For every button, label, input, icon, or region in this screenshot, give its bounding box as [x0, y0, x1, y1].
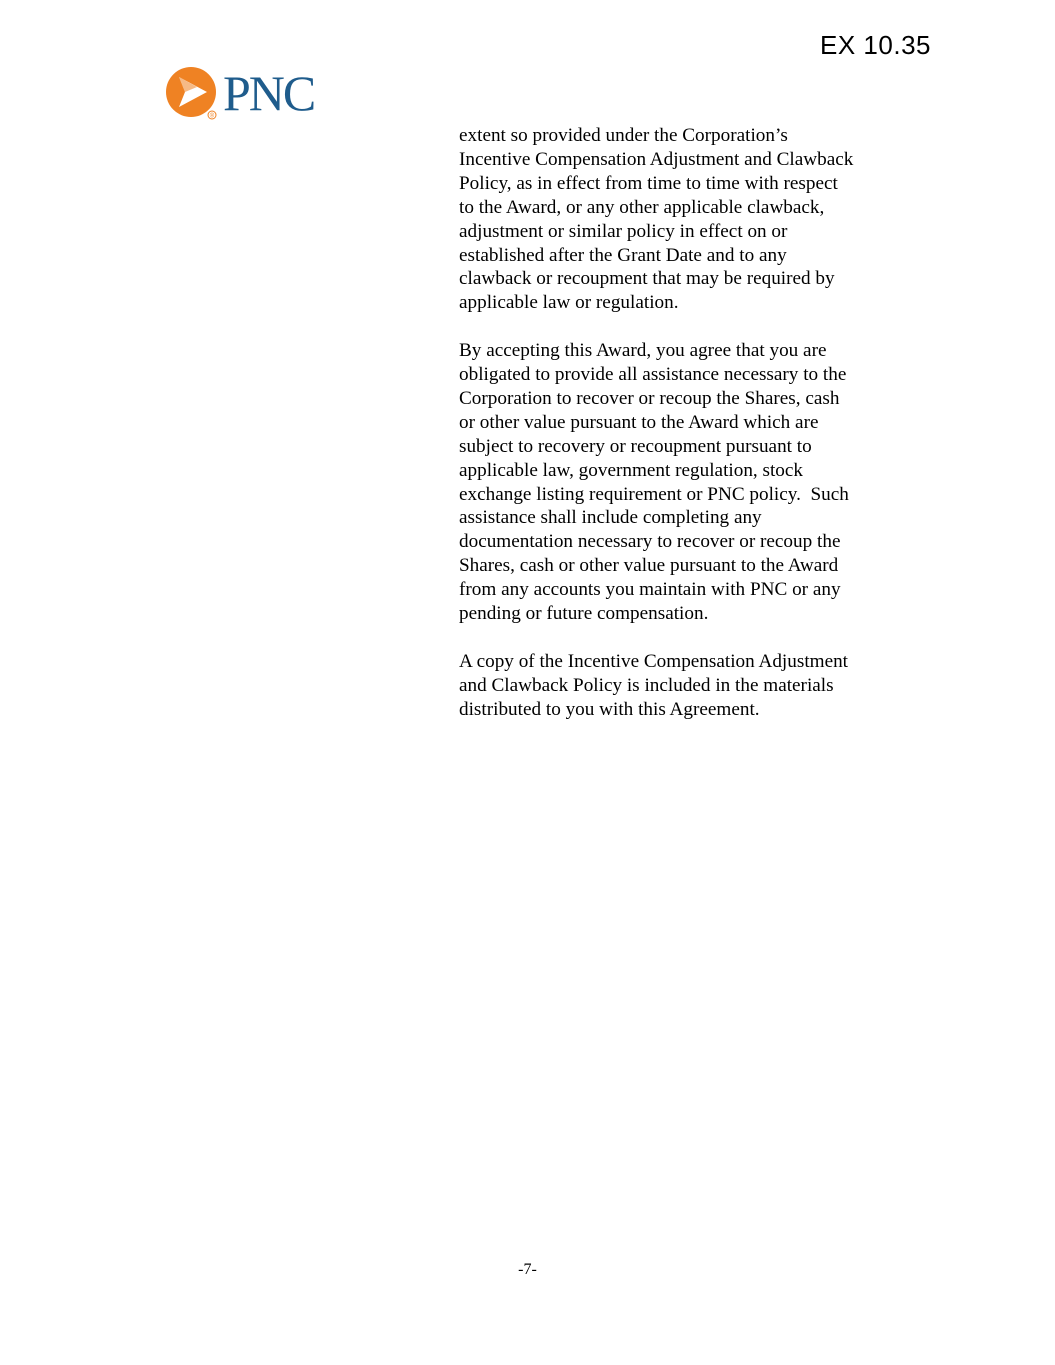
agreement-body: [459, 124, 899, 746]
text-line: established after the Grant Date and to any: [459, 244, 787, 266]
text-line: By accepting this Award, you agree that you are: [459, 340, 827, 362]
page-number: -7-: [518, 1261, 537, 1278]
text-line: extent so provided under the Corporation’s: [459, 125, 788, 146]
text-line: Shares, cash or other value pursuant to the Award: [459, 555, 839, 577]
text-line: adjustment or similar policy in effect on or: [459, 220, 788, 242]
text-line: assistance shall include completing any: [459, 507, 762, 529]
text-line: documentation necessary to recover or recoup the: [459, 531, 841, 553]
text-line: applicable law or regulation.: [459, 292, 679, 314]
paragraph-clawback-extent: [459, 124, 899, 315]
text-line: clawback or recoupment that may be required by: [459, 268, 835, 290]
paragraph-policy-copy: [459, 650, 899, 722]
text-line: obligated to provide all assistance necessary to the: [459, 364, 847, 386]
text-line: to the Award, or any other applicable clawback,: [459, 196, 825, 218]
pnc-wordmark: PNC: [223, 65, 315, 121]
text-line: from any accounts you maintain with PNC or any: [459, 579, 841, 601]
text-line: Corporation to recover or recoup the Shares, cash: [459, 387, 840, 409]
pnc-logo: [165, 66, 340, 120]
text-line: distributed to you with this Agreement.: [459, 698, 760, 720]
pnc-triangle-logo-icon: [165, 66, 219, 120]
text-line: or other value pursuant to the Award which are: [459, 411, 819, 433]
paragraph-assistance-obligation: [459, 339, 899, 626]
exhibit-label: EX 10.35: [820, 30, 931, 60]
text-line: exchange listing requirement or PNC policy. Such: [459, 483, 849, 505]
text-line: pending or future compensation.: [459, 603, 709, 625]
text-line: applicable law, government regulation, stock: [459, 459, 804, 481]
text-line: subject to recovery or recoupment pursuant to: [459, 435, 812, 457]
text-line: and Clawback Policy is included in the materials: [459, 674, 834, 696]
text-line: A copy of the Incentive Compensation Adjustment: [459, 650, 849, 672]
registered-mark: ®: [209, 113, 215, 120]
text-line: Incentive Compensation Adjustment and Clawback: [459, 148, 854, 170]
text-line: Policy, as in effect from time to time with respect: [459, 172, 838, 194]
